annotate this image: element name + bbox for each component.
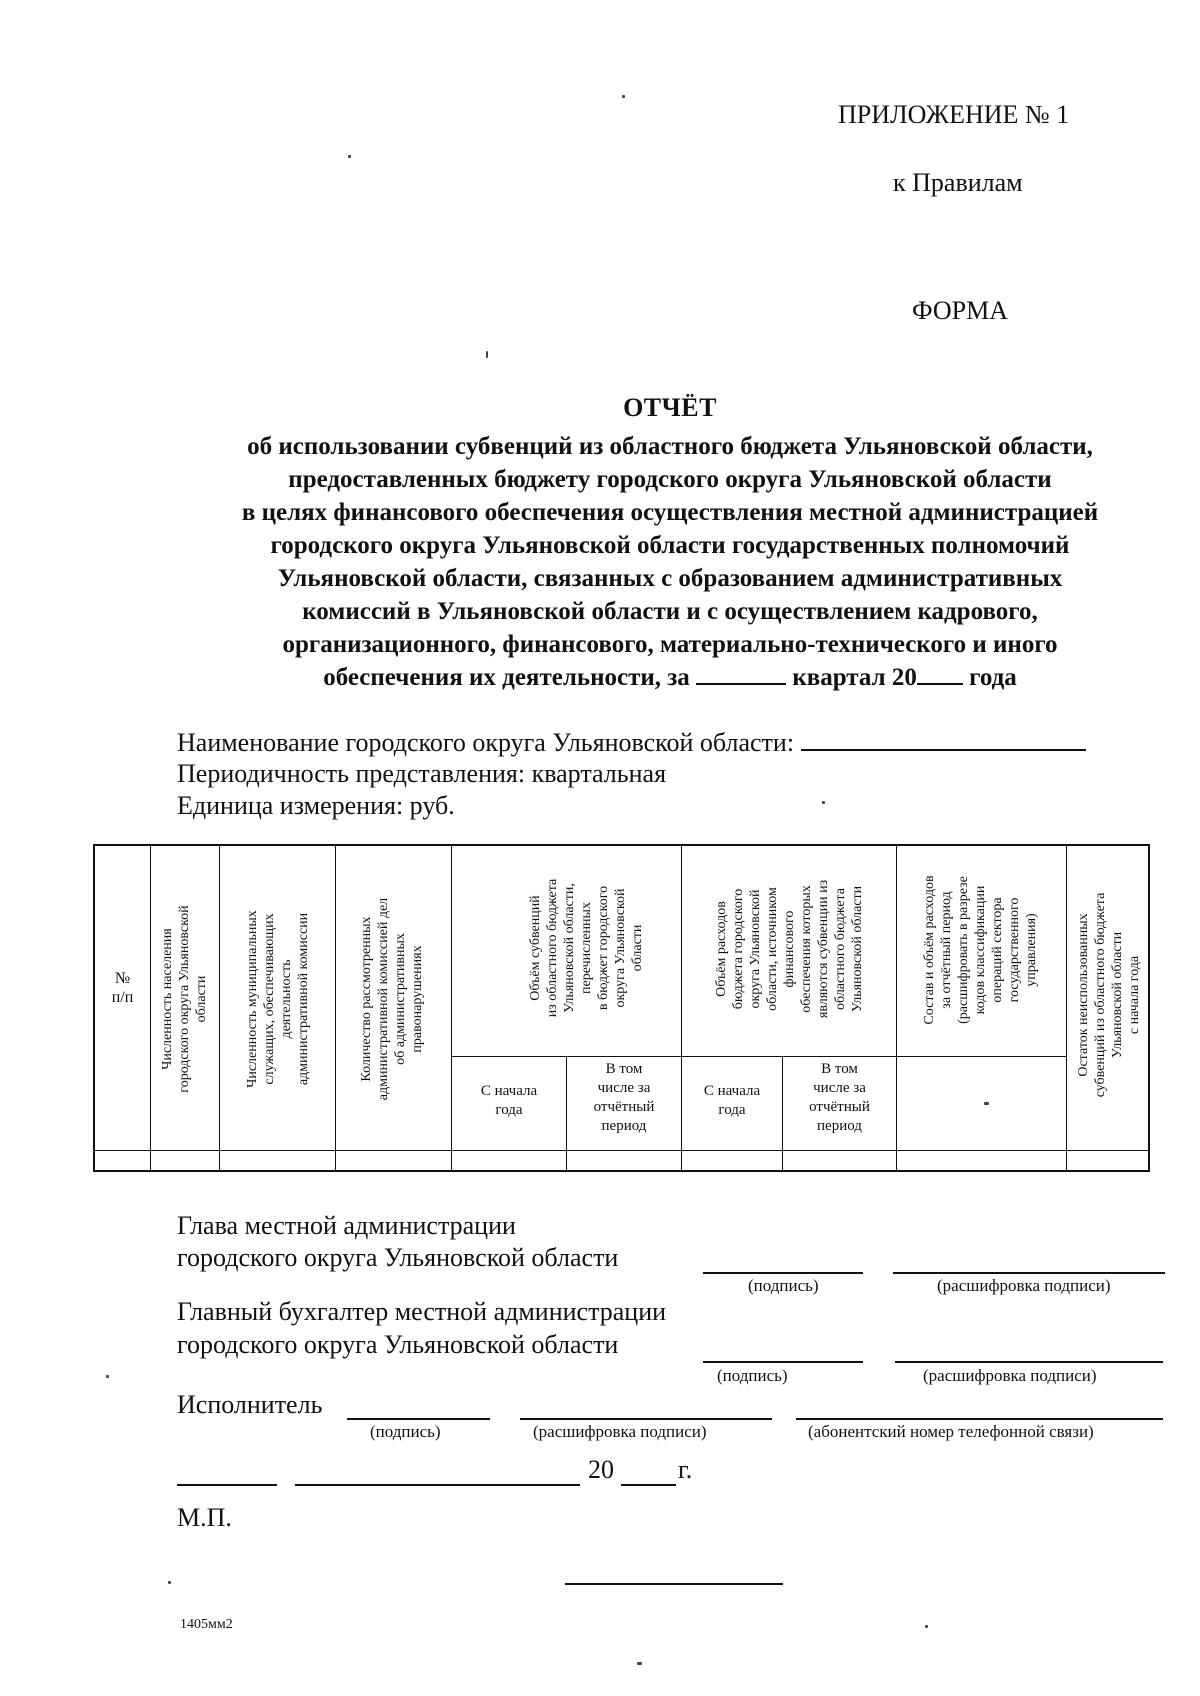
subtitle-line-8-c: года — [969, 664, 1017, 691]
head-sign-hint: (подпись) — [748, 1276, 819, 1295]
year-field[interactable] — [917, 661, 963, 685]
subtitle-line-8-b: квартал 20 — [792, 664, 917, 691]
appendix-number: ПРИЛОЖЕНИЕ № 1 — [838, 100, 1070, 129]
scan-speck — [622, 95, 625, 98]
col-subvention-header: Объём субвенций из областного бюджета Ульяновской области, перечисленных в бюджет городского округа Ульяновской области — [528, 878, 645, 1018]
table-row[interactable] — [95, 1151, 1148, 1170]
accountant-title-line1: Главный бухгалтер местной администрации — [177, 1297, 667, 1326]
accountant-decode-line[interactable] — [895, 1361, 1163, 1363]
subtitle-line-5: Ульяновской области, связанных с образованием административных — [277, 565, 1063, 592]
scan-speck — [637, 1662, 642, 1665]
subtitle-line-2: предоставленных бюджету городского округа Ульяновской области — [288, 466, 1052, 493]
head-decode-line[interactable] — [893, 1272, 1165, 1274]
subtitle-line-4: городского округа Ульяновской области государственных полномочий — [270, 532, 1070, 559]
col-structure-header: Состав и объём расходов за отчётный период (расшифровать в разрезе кодов классификации операций сектора государственного управления) — [922, 875, 1039, 1025]
executor-label: Исполнитель — [177, 1390, 323, 1419]
unit-label: Единица измерения: руб. — [177, 791, 455, 820]
date-year-suffix: г. — [678, 1455, 693, 1484]
subtitle-line-8 — [170, 661, 1170, 694]
periodicity-label: Периодичность представления: квартальная — [177, 759, 667, 788]
subtitle-line-7: организационного, финансового, материально-технического и иного — [282, 631, 1058, 658]
to-rules-label: к Правилам — [893, 168, 1023, 197]
accountant-signature-line[interactable] — [703, 1361, 863, 1363]
accountant-decode-hint: (расшифровка подписи) — [923, 1366, 1097, 1385]
municipality-name-label: Наименование городского округа Ульяновской области: — [177, 728, 795, 757]
subtitle-line-8-a: обеспечения их деятельности, за — [323, 664, 690, 691]
subtitle-line-1: об использовании субвенций из областного бюджета Ульяновской области, — [247, 433, 1093, 460]
document-code: 1405мм2 — [180, 1617, 233, 1632]
expenses-since-start-header: С начала года — [703, 1083, 761, 1118]
date-month-line[interactable] — [295, 1484, 580, 1486]
scan-speck — [168, 1581, 171, 1584]
head-title-line1: Глава местной администрации — [177, 1211, 516, 1240]
scan-speck — [106, 1375, 109, 1378]
head-signature-line[interactable] — [703, 1272, 863, 1274]
bottom-line — [565, 1583, 783, 1585]
subvention-since-start-header: С начала года — [480, 1083, 538, 1118]
report-title: ОТЧЁТ — [623, 393, 717, 422]
subvention-period-header: В том числе за отчётный период — [593, 1061, 655, 1134]
subtitle-line-3: в целях финансового обеспечения осуществления местной администрацией — [241, 499, 1099, 526]
col-employees-header: Численность муниципальных служащих, обеспечивающих деятельность административной комиссии — [245, 910, 311, 1088]
scan-speck — [822, 801, 825, 804]
col-population-header: Численность населения городского округа Ульяновской области — [160, 905, 209, 1093]
head-title-line2: городского округа Ульяновской области — [177, 1243, 619, 1272]
scan-speck — [925, 1625, 928, 1628]
quarter-field[interactable] — [696, 661, 786, 685]
scan-speck — [348, 155, 351, 158]
col-number-header: № п/п — [111, 970, 134, 1006]
expenses-period-header: В том числе за отчётный период — [809, 1061, 870, 1134]
municipality-name-row — [177, 727, 1086, 758]
executor-phone-hint: (абонентский номер телефонной связи) — [808, 1422, 1094, 1441]
executor-sign-hint: (подпись) — [370, 1422, 441, 1441]
scan-speck — [486, 351, 488, 358]
stamp-label: М.П. — [177, 1503, 232, 1532]
executor-signature-line[interactable] — [347, 1418, 490, 1420]
date-year-line[interactable] — [621, 1484, 676, 1486]
col-remainder-header: Остаток неиспользованных субвенций из областного бюджета Ульяновской области с начала года — [1076, 892, 1142, 1098]
date-year-prefix: 20 — [588, 1455, 614, 1484]
executor-phone-line[interactable] — [796, 1418, 1163, 1420]
report-table — [93, 844, 1150, 1172]
scan-speck — [984, 1102, 989, 1105]
executor-decode-hint: (расшифровка подписи) — [533, 1422, 707, 1441]
form-label: ФОРМА — [912, 296, 1008, 325]
report-subtitle — [170, 430, 1170, 694]
municipality-name-field[interactable] — [801, 727, 1086, 751]
accountant-title-line2: городского округа Ульяновской области — [177, 1330, 619, 1359]
accountant-sign-hint: (подпись) — [717, 1366, 788, 1385]
head-decode-hint: (расшифровка подписи) — [937, 1276, 1111, 1295]
date-day-line[interactable] — [177, 1484, 277, 1486]
executor-decode-line[interactable] — [520, 1418, 772, 1420]
col-expenses-header: Объём расходов бюджета городского округа Ульяновской области, источником финансового обеспечения которых являются субвенции из областного бюджета Ульяновской области — [714, 879, 865, 1019]
subtitle-line-6: комиссий в Ульяновской области и с осуществлением кадрового, — [302, 598, 1038, 625]
col-cases-header: Количество рассмотренных административной комиссией дел об административных правонарушениях — [359, 897, 425, 1101]
